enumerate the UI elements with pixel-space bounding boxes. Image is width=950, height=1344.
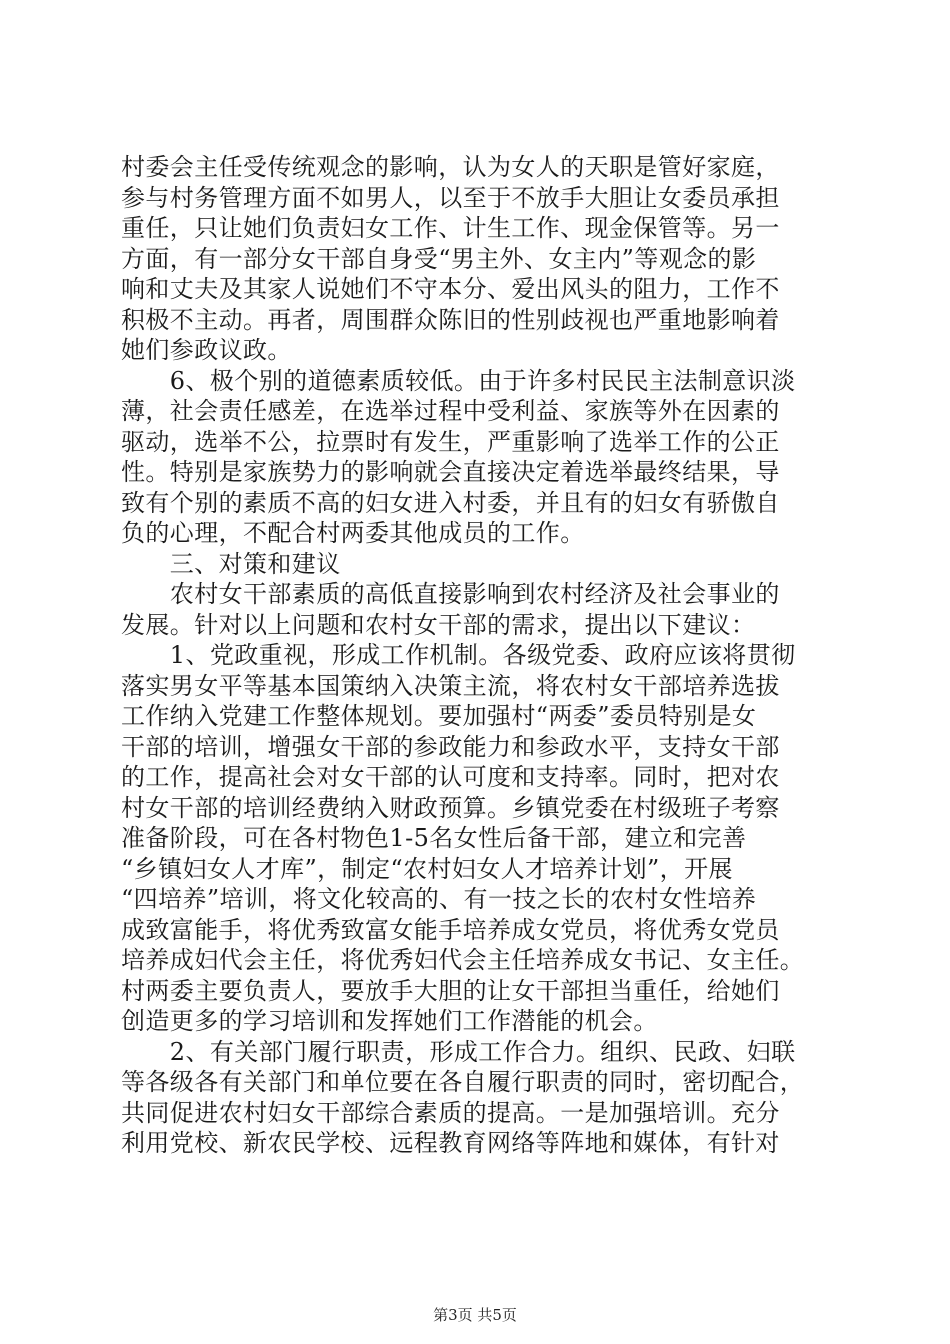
text-line: 村委会主任受传统观念的影响，认为女人的天职是管好家庭， — [121, 153, 780, 181]
text-line: 工作纳入党建工作整体规划。要加强村“两委”委员特别是女 — [121, 702, 757, 730]
text-line: 性。特别是家族势力的影响就会直接决定着选举最终结果，导 — [121, 458, 780, 486]
text-line: 利用党校、新农民学校、远程教育网络等阵地和媒体，有针对 — [121, 1129, 780, 1157]
text-line: 驱动，选举不公，拉票时有发生，严重影响了选举工作的公正 — [121, 427, 780, 456]
text-line: 干部的培训，增强女干部的参政能力和参政水平，支持女干部 — [121, 732, 780, 761]
text-line: 重任，只让她们负责妇女工作、计生工作、现金保管等。另一 — [121, 214, 780, 242]
text-line: 积极不主动。再者，周围群众陈旧的性别歧视也严重地影响着 — [121, 305, 780, 334]
text-line: 农村女干部素质的高低直接影响到农村经济及社会事业的 — [121, 580, 780, 608]
text-line: “乡镇妇女人才库”，制定“农村妇女人才培养计划”，开展 — [121, 854, 733, 883]
text-line: 发展。针对以上问题和农村女干部的需求，提出以下建议： — [121, 610, 756, 639]
text-line: “四培养”培训，将文化较高的、有一技之长的农村女性培养 — [121, 885, 757, 913]
text-line: 6、极个别的道德素质较低。由于许多村民民主法制意识淡 — [121, 366, 796, 395]
text-line: 村女干部的培训经费纳入财政预算。乡镇党委在村级班子考察 — [121, 793, 780, 822]
text-line: 的工作，提高社会对女干部的认可度和支持率。同时，把对农 — [121, 763, 780, 791]
text-line: 方面，有一部分女干部自身受“男主外、女主内”等观念的影 — [121, 244, 757, 273]
text-line: 参与村务管理方面不如男人，以至于不放手大胆让女委员承担 — [121, 183, 780, 212]
text-line: 负的心理，不配合村两委其他成员的工作。 — [121, 519, 585, 547]
text-line: 2、有关部门履行职责，形成工作合力。组织、民政、妇联 — [121, 1037, 796, 1066]
text-line: 致有个别的素质不高的妇女进入村委，并且有的妇女有骄傲自 — [121, 488, 780, 517]
text-line: 村两委主要负责人，要放手大胆的让女干部担当重任，给她们 — [121, 976, 780, 1005]
document-body — [121, 152, 837, 1159]
text-line: 她们参政议政。 — [121, 336, 292, 364]
section-heading: 三、对策和建议 — [121, 549, 341, 578]
text-line: 响和丈夫及其家人说她们不守本分、爱出风头的阻力，工作不 — [121, 275, 780, 303]
text-line: 成致富能手，将优秀致富女能手培养成女党员，将优秀女党员 — [121, 915, 780, 944]
text-line: 准备阶段，可在各村物色1-5名女性后备干部，建立和完善 — [121, 824, 747, 852]
text-line: 创造更多的学习培训和发挥她们工作潜能的机会。 — [121, 1007, 658, 1035]
text-line: 落实男女平等基本国策纳入决策主流，将农村女干部培养选拔 — [121, 671, 780, 700]
text-line: 培养成妇代会主任，将优秀妇代会主任培养成女书记、女主任。 — [121, 946, 805, 974]
text-line: 共同促进农村妇女干部综合素质的提高。一是加强培训。充分 — [121, 1098, 780, 1127]
text-line: 1、党政重视，形成工作机制。各级党委、政府应该将贯彻 — [121, 641, 796, 669]
text-line: 薄，社会责任感差，在选举过程中受利益、家族等外在因素的 — [121, 397, 780, 425]
text-line: 等各级各有关部门和单位要在各自履行职责的同时，密切配合， — [121, 1068, 805, 1096]
page-footer: 第3页 共5页 — [433, 1306, 517, 1324]
